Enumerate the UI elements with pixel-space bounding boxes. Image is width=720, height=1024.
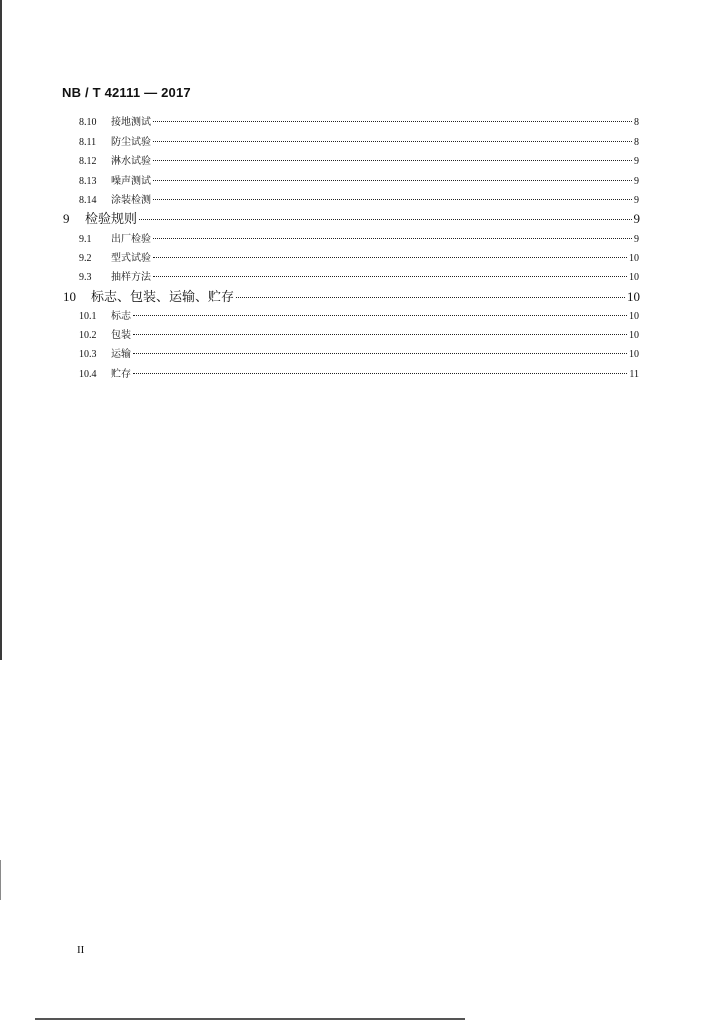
- toc-entry-number: 10.3: [79, 349, 97, 360]
- toc-entry-title: 接地测试: [111, 117, 151, 128]
- toc-entry-title: 淋水试验: [111, 156, 151, 167]
- dot-leader: [153, 276, 627, 277]
- scan-bottom-edge: [35, 1018, 465, 1020]
- toc-entry-number: 10: [63, 289, 76, 304]
- toc-entry[interactable]: [79, 133, 639, 148]
- toc-entry-title: 型式试验: [111, 253, 151, 264]
- toc-entry[interactable]: [79, 268, 639, 283]
- scan-edge: [0, 860, 1, 900]
- toc-entry[interactable]: [79, 230, 639, 245]
- toc-entry-number: 9.1: [79, 234, 92, 245]
- toc-entry-title: 抽样方法: [111, 272, 151, 283]
- dot-leader: [133, 373, 627, 374]
- toc-entry[interactable]: [79, 113, 639, 128]
- toc-entry-number: 8.12: [79, 156, 97, 167]
- toc-entry-title: 运输: [111, 349, 131, 360]
- dot-leader: [133, 315, 627, 316]
- toc-entry-title: 出厂检验: [111, 234, 151, 245]
- toc-entry-page: 9: [634, 156, 639, 167]
- dot-leader: [133, 334, 627, 335]
- toc-entry-title: 噪声测试: [111, 176, 151, 187]
- toc-entry-title: 包装: [111, 330, 131, 341]
- toc-chapter-entry[interactable]: [63, 286, 640, 305]
- dot-leader: [236, 297, 625, 298]
- dot-leader: [133, 353, 627, 354]
- toc-entry-number: 9.3: [79, 272, 92, 283]
- toc-entry[interactable]: [79, 365, 639, 380]
- toc-chapter-entry[interactable]: [63, 208, 640, 227]
- toc-entry-number: 10.2: [79, 330, 97, 341]
- toc-entry-number: 8.14: [79, 195, 97, 206]
- toc-entry-title: 防尘试验: [111, 137, 151, 148]
- toc-entry-title: 检验规则: [85, 211, 138, 226]
- toc-entry-page: 10: [629, 253, 639, 264]
- dot-leader: [153, 199, 632, 200]
- dot-leader: [153, 257, 627, 258]
- toc-entry-page: 10: [627, 289, 640, 304]
- toc-entry-title: 贮存: [111, 369, 131, 380]
- toc-entry[interactable]: [79, 152, 639, 167]
- toc-entry-page: 9: [634, 195, 639, 206]
- toc-entry-title: 涂装检测: [111, 195, 151, 206]
- toc-entry[interactable]: [79, 191, 639, 206]
- toc-entry-page: 9: [633, 211, 640, 226]
- toc-entry-number: 8.13: [79, 176, 97, 187]
- dot-leader: [153, 238, 632, 239]
- toc-entry-page: 11: [629, 369, 639, 380]
- dot-leader: [153, 160, 632, 161]
- toc-entry-number: 8.11: [79, 137, 97, 148]
- page-number-footer: II: [77, 944, 85, 956]
- toc-entry-page: 8: [634, 117, 639, 128]
- toc-entry-page: 10: [629, 272, 639, 283]
- toc-entry-title: 标志: [111, 311, 131, 322]
- toc-entry-number: 10.4: [79, 369, 97, 380]
- toc-entry-page: 8: [634, 137, 639, 148]
- toc-entry-page: 10: [629, 311, 639, 322]
- toc-entry-number: 10.1: [79, 311, 97, 322]
- toc-entry-number: 9.2: [79, 253, 92, 264]
- toc-entry[interactable]: [79, 172, 639, 187]
- toc-entry-page: 9: [634, 234, 639, 245]
- dot-leader: [139, 219, 631, 220]
- toc-entry-page: 9: [634, 176, 639, 187]
- dot-leader: [153, 180, 632, 181]
- toc-entry-number: 9: [63, 211, 70, 226]
- toc-entry[interactable]: [79, 249, 639, 264]
- toc-entry-page: 10: [629, 349, 639, 360]
- dot-leader: [153, 121, 632, 122]
- toc-entry[interactable]: [79, 307, 639, 322]
- toc-entry[interactable]: [79, 326, 639, 341]
- standard-code-header: NB / T 42111 — 2017: [62, 85, 191, 100]
- toc-entry[interactable]: [79, 345, 639, 360]
- scan-edge: [0, 0, 2, 660]
- toc-entry-title: 标志、包装、运输、贮存: [91, 289, 235, 304]
- dot-leader: [153, 141, 632, 142]
- toc-entry-page: 10: [629, 330, 639, 341]
- toc-entry-number: 8.10: [79, 117, 97, 128]
